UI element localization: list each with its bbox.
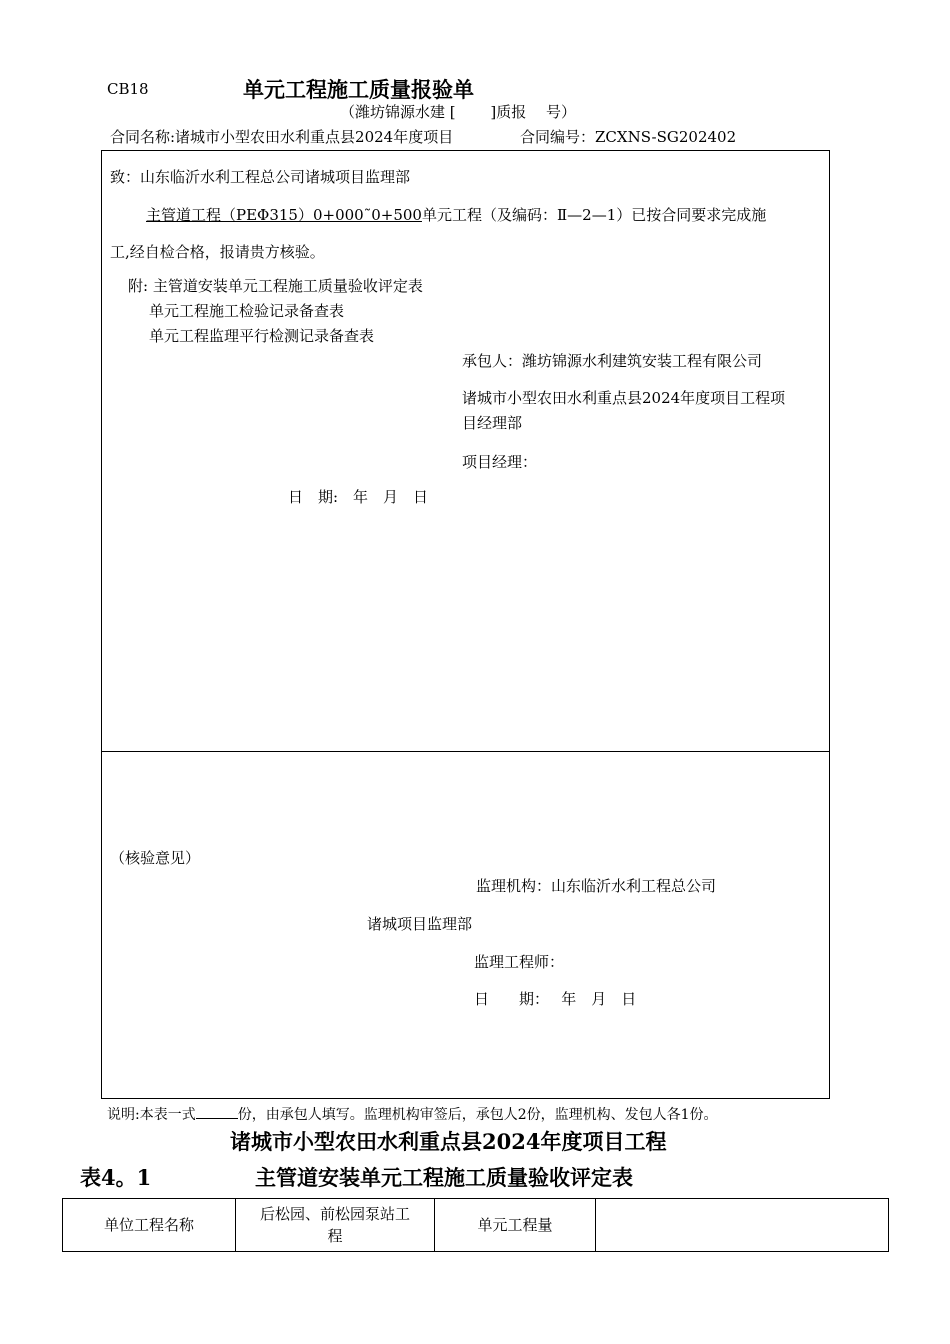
table-row	[63, 1199, 889, 1252]
supervision-engineer: 监理工程师：	[474, 953, 565, 971]
contract-number: 合同编号：ZCXNS-SG202402	[520, 128, 737, 146]
submission-date: 日 期: 年 月 日	[288, 488, 429, 506]
unit-project-name: 主管道工程（PEΦ315）0+000˜0+500	[146, 206, 422, 224]
contract-name: 合同名称:诸城市小型农田水利重点县2024年度项目	[110, 128, 454, 146]
review-opinion: （核验意见）	[110, 849, 201, 867]
attachment-2: 单元工程施工检验记录备查表	[149, 302, 345, 320]
attachment-1: 附: 主管道安装单元工程施工质量验收评定表	[128, 277, 423, 295]
project-manager: 项目经理：	[462, 453, 538, 471]
addressee: 致：山东临沂水利工程总公司诸城项目监理部	[110, 168, 411, 186]
evaluation-table	[62, 1198, 889, 1252]
form-title: 单元工程施工质量报验单	[243, 77, 474, 102]
note-before: 说明:本表一式	[107, 1107, 196, 1123]
unit-name-label: 单位工程名称	[63, 1199, 236, 1252]
section-heading: 诸城市小型农田水利重点县2024年度项目工程	[230, 1129, 667, 1154]
form-note	[107, 1104, 718, 1124]
declaration-line-1	[110, 204, 766, 225]
form-subtitle: （潍坊锦源水建 [ ]质报 号）	[340, 103, 577, 121]
supervision-agency: 监理机构：山东临沂水利工程总公司	[476, 877, 717, 895]
attachment-3: 单元工程监理平行检测记录备查表	[149, 327, 375, 345]
contractor-name: 承包人：潍坊锦源水利建筑安装工程有限公司	[462, 352, 763, 370]
form-code: CB18	[107, 80, 149, 98]
project-dept-line-2: 目经理部	[462, 414, 523, 432]
copies-blank	[196, 1104, 238, 1119]
declaration-text: 单元工程（及编码：Ⅱ—2—1）已按合同要求完成施	[421, 206, 767, 224]
unit-name-value-line-1: 后松园、前松园泵站工	[259, 1205, 410, 1223]
quantity-value	[596, 1199, 889, 1252]
table-number: 表4。1	[80, 1165, 152, 1190]
unit-name-value-line-2: 程	[327, 1227, 343, 1245]
table-title: 主管道安装单元工程施工质量验收评定表	[255, 1165, 633, 1190]
supervision-dept: 诸城项目监理部	[367, 915, 473, 933]
project-dept-line-1: 诸城市小型农田水利重点县2024年度项目工程项	[462, 389, 786, 407]
quantity-label: 单元工程量	[435, 1199, 596, 1252]
review-date: 日 期： 年 月 日	[474, 990, 637, 1008]
note-after: 份，由承包人填写。监理机构审签后，承包人2份，监理机构、发包人各1份。	[237, 1107, 718, 1123]
unit-name-value	[236, 1199, 435, 1252]
declaration-line-2: 工,经自检合格，报请贵方核验。	[110, 243, 325, 261]
